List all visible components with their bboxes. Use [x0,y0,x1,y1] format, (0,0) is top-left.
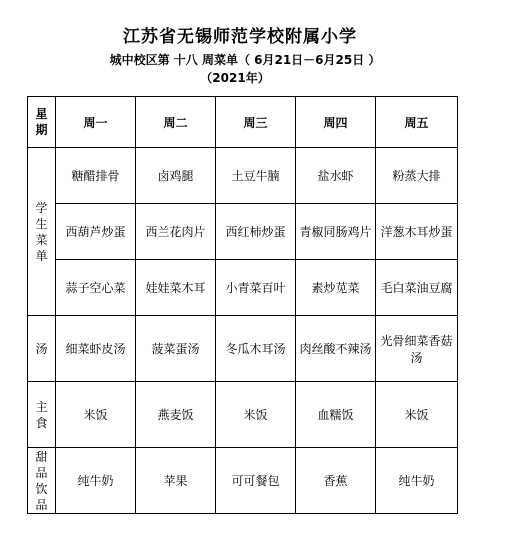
dessert-cell: 纯牛奶 [56,448,136,514]
staple-cell: 燕麦饭 [136,382,216,448]
dish-cell: 娃娃菜木耳 [136,260,216,316]
dish-cell: 蒜子空心菜 [56,260,136,316]
dish-cell: 粉蒸大排 [376,148,458,204]
student-dish-row-3 [28,260,458,316]
soup-cell: 光骨细菜香菇汤 [376,316,458,382]
week-subtitle: 城中校区第 十八 周菜单（ 6月21日－6月25日 ） [109,53,381,67]
staple-cell: 米饭 [376,382,458,448]
corner-cell [28,97,56,148]
soup-cell: 菠菜蛋汤 [136,316,216,382]
dessert-cell: 苹果 [136,448,216,514]
dessert-category [28,448,56,514]
day-header-mon: 周一 [56,97,136,148]
header-row [28,97,458,148]
year-label: （2021年） [200,71,270,85]
staple-row [28,382,458,448]
soup-label: 汤 [35,341,48,356]
student-dishes-label: 学生菜单 [35,200,48,263]
soup-cell: 肉丝酸不辣汤 [296,316,376,382]
dish-cell: 小青菜百叶 [216,260,296,316]
dessert-row [28,448,458,514]
dish-cell: 西兰花肉片 [136,204,216,260]
soup-category [28,316,56,382]
dish-cell: 土豆牛腩 [216,148,296,204]
dish-cell: 糖醋排骨 [56,148,136,204]
dessert-cell: 纯牛奶 [376,448,458,514]
soup-cell: 冬瓜木耳汤 [216,316,296,382]
staple-cell: 米饭 [216,382,296,448]
student-dish-row-2 [28,204,458,260]
weekly-menu-table [27,96,458,514]
dessert-cell: 香蕉 [296,448,376,514]
day-header-tue: 周二 [136,97,216,148]
staple-category [28,382,56,448]
dish-cell: 卤鸡腿 [136,148,216,204]
student-dishes-category [28,148,56,316]
page-title: 江苏省无锡师范学校附属小学 [123,27,357,47]
soup-row [28,316,458,382]
corner-label: 星期 [35,107,48,137]
dessert-cell: 可可餐包 [216,448,296,514]
soup-cell: 细菜虾皮汤 [56,316,136,382]
student-dish-row-1 [28,148,458,204]
day-header-fri: 周五 [376,97,458,148]
day-header-wed: 周三 [216,97,296,148]
dish-cell: 青椒同肠鸡片 [296,204,376,260]
dessert-label: 甜品饮品 [35,449,48,512]
dish-cell: 西红柿炒蛋 [216,204,296,260]
staple-label: 主食 [35,399,48,430]
staple-cell: 血糯饭 [296,382,376,448]
day-header-thu: 周四 [296,97,376,148]
staple-cell: 米饭 [56,382,136,448]
dish-cell: 毛白菜油豆腐 [376,260,458,316]
dish-cell: 素炒苋菜 [296,260,376,316]
dish-cell: 西葫芦炒蛋 [56,204,136,260]
dish-cell: 洋葱木耳炒蛋 [376,204,458,260]
dish-cell: 盐水虾 [296,148,376,204]
